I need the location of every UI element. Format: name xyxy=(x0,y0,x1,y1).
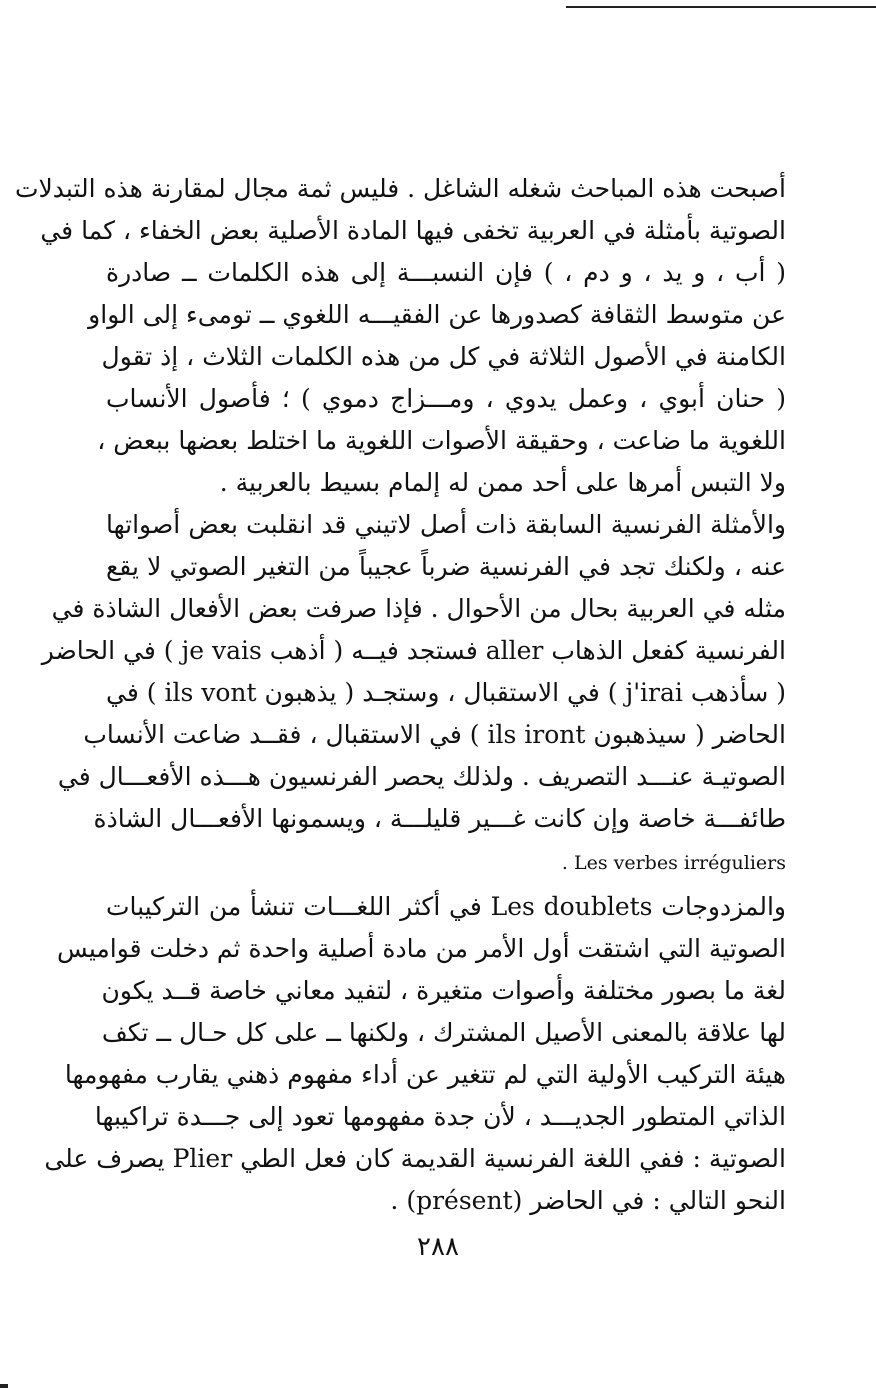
text-line: مثله في العربية بحال من الأحوال . فإذا صرفت بعض الأفعال الشاذة في xyxy=(51,594,786,623)
text-line: الصوتية بأمثلة في العربية تخفى فيها المادة الأصلية بعض الخفاء ، كما في xyxy=(40,216,786,245)
text-line: لغة ما بصور مختلفة وأصوات متغيرة ، لتفيد معاني خاصة قــد يكون xyxy=(101,976,786,1005)
text-line: الكامنة في الأصول الثلاثة في كل من هذه الكلمات الثلاث ، إذ تقول xyxy=(101,342,786,371)
top-rule xyxy=(566,6,876,8)
text-line: طائفـــة خاصة وإن كانت غـــير قليلـــة ، ويسمونها الأفعـــال الشاذة xyxy=(93,804,786,833)
text-line: الصوتية : ففي اللغة الفرنسية القديمة كان فعل الطي Plier يصرف على xyxy=(44,1144,786,1173)
text-line: النحو التالي : في الحاضر (présent) . xyxy=(390,1186,786,1215)
text-line: والأمثلة الفرنسية السابقة ذات أصل لاتيني قد انقلبت بعض أصواتها xyxy=(106,510,786,539)
text-line: اللغوية ما ضاعت ، وحقيقة الأصوات اللغوية ما اختلط بعضها ببعض ، xyxy=(97,426,786,455)
text-line: الصوتية التي اشتقت أول الأمر من مادة أصلية واحدة ثم دخلت قواميس xyxy=(56,934,786,963)
text-line: الفرنسية كفعل الذهاب aller فستجد فيــه ( أذهب je vais ) في الحاضر xyxy=(41,636,786,665)
text-line: لها علاقة بالمعنى الأصيل المشترك ، ولكنها ــ على كل حـال ــ تكف xyxy=(101,1018,786,1047)
text-line: ( سأذهب j'irai ) في الاستقبال ، وستجـد ( يذهبون ils vont ) في xyxy=(106,678,787,707)
corner-mark xyxy=(0,1384,8,1388)
text-line: والمزدوجات Les doublets في أكثر اللغـــات تنشأ من التركيبات xyxy=(106,892,786,921)
text-line: عنه ، ولكنك تجد في الفرنسية ضرباً عجيباً من التغير الصوتي لا يقع xyxy=(106,552,786,581)
text-line: الصوتيـة عنـــد التصريف . ولذلك يحصر الفرنسيون هـــذه الأفعـــال في xyxy=(57,762,786,791)
text-line: الحاضر ( سيذهبون ils iront ) في الاستقبال ، فقــد ضاعت الأنساب xyxy=(83,720,786,749)
text-line: هيئة التركيب الأولية التي لم تتغير عن أداء مفهوم ذهني يقارب مفهومها xyxy=(64,1060,786,1089)
page-body xyxy=(14,168,787,1222)
text-line-french: . Les verbes irréguliers xyxy=(561,852,786,874)
page-number: ٢٨٨ xyxy=(417,1232,459,1262)
text-line: الذاتي المتطور الجديـــد ، لأن جدة مفهومها تعود إلى جـــدة تراكيبها xyxy=(94,1102,786,1131)
text-line: أصبحت هذه المباحث شغله الشاغل . فليس ثمة مجال لمقارنة هذه التبدلات xyxy=(14,174,786,203)
text-line: ( حنان أبوي ، وعمل يدوي ، ومـــزاج دموي ) ؛ فأصول الأنساب xyxy=(106,384,786,413)
text-line: عن متوسط الثقافة كصدورها عن الفقيـــه اللغوي ــ تومىء إلى الواو xyxy=(88,300,786,329)
text-line: ولا التبس أمرها على أحد ممن له إلمام بسيط بالعربية . xyxy=(219,468,786,497)
text-line: ( أب ، و يد ، و دم ، ) فإن النسبـــة إلى هذه الكلمات ــ صادرة xyxy=(106,258,786,287)
